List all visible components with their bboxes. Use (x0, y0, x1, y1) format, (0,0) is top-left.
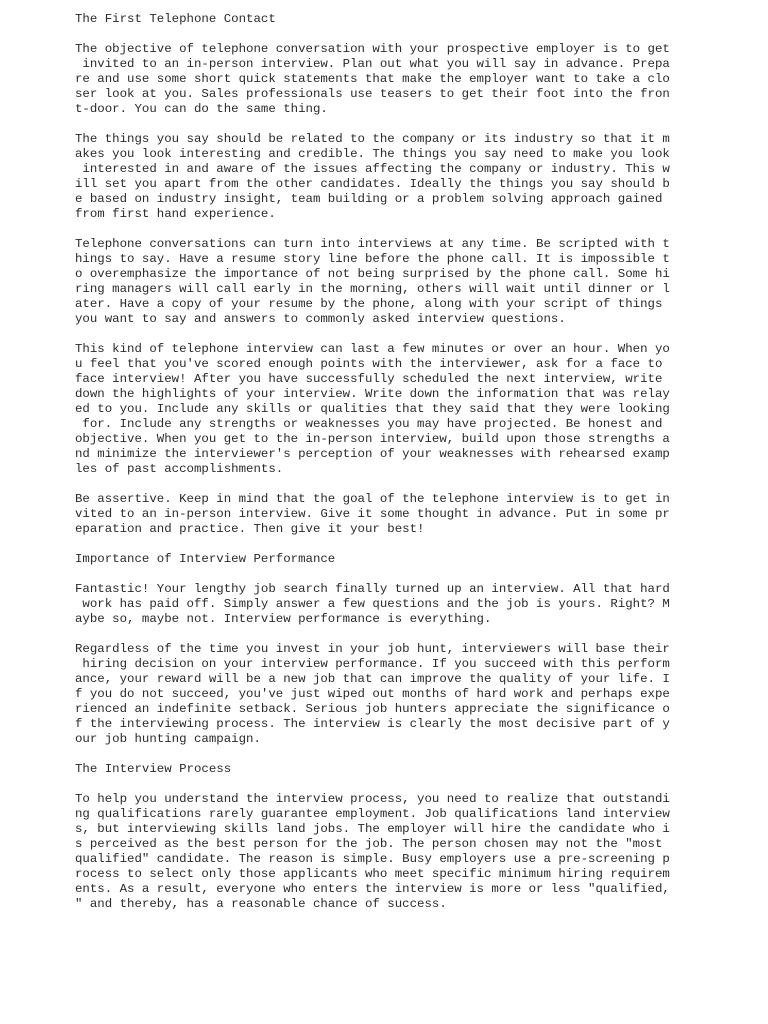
paragraph-spacer (75, 627, 715, 642)
text-line: nd minimize the interviewer's perception of your weaknesses with rehearsed examp (75, 447, 670, 461)
text-line: The First Telephone Contact (75, 12, 276, 26)
text-line: " and thereby, has a reasonable chance of success. (75, 897, 447, 911)
text-line: rocess to select only those applicants who meet specific minimum hiring requirem (75, 867, 670, 881)
text-line: for. Include any strengths or weaknesses you may have projected. Be honest and (75, 417, 663, 431)
paragraph (75, 492, 715, 537)
text-line: our job hunting campaign. (75, 732, 261, 746)
text-line: ents. As a result, everyone who enters the interview is more or less "qualified, (75, 882, 670, 896)
paragraph-spacer (75, 537, 715, 552)
text-line: This kind of telephone interview can last a few minutes or over an hour. When yo (75, 342, 670, 356)
section-heading (75, 12, 715, 27)
text-line: from first hand experience. (75, 207, 276, 221)
paragraph (75, 642, 715, 747)
text-line: o overemphasize the importance of not being surprised by the phone call. Some hi (75, 267, 670, 281)
text-line: ater. Have a copy of your resume by the phone, along with your script of things (75, 297, 663, 311)
text-line: vited to an in-person interview. Give it some thought in advance. Put in some pr (75, 507, 670, 521)
paragraph-spacer (75, 477, 715, 492)
paragraph-spacer (75, 747, 715, 762)
paragraph-spacer (75, 567, 715, 582)
text-line: qualified" candidate. The reason is simple. Busy employers use a pre-screening p (75, 852, 670, 866)
text-line: ed to you. Include any skills or qualities that they said that they were looking (75, 402, 670, 416)
paragraph-spacer (75, 222, 715, 237)
text-line: invited to an in-person interview. Plan out what you will say in advance. Prepa (75, 57, 670, 71)
text-line: les of past accomplishments. (75, 462, 284, 476)
text-line: work has paid off. Simply answer a few questions and the job is yours. Right? M (75, 597, 670, 611)
text-line: t-door. You can do the same thing. (75, 102, 328, 116)
paragraph-spacer (75, 327, 715, 342)
text-line: objective. When you get to the in-person interview, build upon those strengths a (75, 432, 670, 446)
text-line: hings to say. Have a resume story line before the phone call. It is impossible t (75, 252, 670, 266)
text-line: you want to say and answers to commonly asked interview questions. (75, 312, 566, 326)
section-heading (75, 762, 715, 777)
text-line: aybe so, maybe not. Interview performance is everything. (75, 612, 492, 626)
text-line: Telephone conversations can turn into interviews at any time. Be scripted with t (75, 237, 670, 251)
paragraph-spacer (75, 27, 715, 42)
text-line: akes you look interesting and credible. The things you say need to make you look (75, 147, 670, 161)
text-line: hiring decision on your interview performance. If you succeed with this perform (75, 657, 670, 671)
text-line: Fantastic! Your lengthy job search finally turned up an interview. All that hard (75, 582, 670, 596)
paragraph (75, 792, 715, 912)
text-line: interested in and aware of the issues affecting the company or industry. This w (75, 162, 670, 176)
text-line: Be assertive. Keep in mind that the goal of the telephone interview is to get in (75, 492, 670, 506)
text-line: u feel that you've scored enough points with the interviewer, ask for a face to (75, 357, 663, 371)
text-line: Regardless of the time you invest in your job hunt, interviewers will base their (75, 642, 670, 656)
text-line: f the interviewing process. The interview is clearly the most decisive part of y (75, 717, 670, 731)
section-heading (75, 552, 715, 567)
text-line: The Interview Process (75, 762, 232, 776)
text-line: rienced an indefinite setback. Serious job hunters appreciate the significance o (75, 702, 670, 716)
paragraph (75, 582, 715, 627)
paragraph (75, 237, 715, 327)
text-line: down the highlights of your interview. Write down the information that was relay (75, 387, 670, 401)
paragraph (75, 342, 715, 477)
paragraph (75, 132, 715, 222)
text-line: face interview! After you have successfully scheduled the next interview, write (75, 372, 663, 386)
text-line: ance, your reward will be a new job that can improve the quality of your life. I (75, 672, 670, 686)
text-line: re and use some short quick statements that make the employer want to take a clo (75, 72, 670, 86)
text-line: The things you say should be related to the company or its industry so that it m (75, 132, 670, 146)
text-line: f you do not succeed, you've just wiped out months of hard work and perhaps expe (75, 687, 670, 701)
text-line: eparation and practice. Then give it your best! (75, 522, 425, 536)
paragraph-spacer (75, 117, 715, 132)
text-line: ill set you apart from the other candidates. Ideally the things you say should b (75, 177, 670, 191)
paragraph (75, 42, 715, 117)
paragraph-spacer (75, 777, 715, 792)
text-line: s, but interviewing skills land jobs. The employer will hire the candidate who i (75, 822, 670, 836)
document-page (75, 12, 715, 912)
text-line: e based on industry insight, team building or a problem solving approach gained (75, 192, 663, 206)
text-line: To help you understand the interview process, you need to realize that outstandi (75, 792, 670, 806)
document-body (75, 12, 715, 912)
text-line: Importance of Interview Performance (75, 552, 336, 566)
text-line: ring managers will call early in the morning, others will wait until dinner or l (75, 282, 670, 296)
text-line: s perceived as the best person for the job. The person chosen may not the "most (75, 837, 663, 851)
text-line: ser look at you. Sales professionals use teasers to get their foot into the fron (75, 87, 670, 101)
text-line: ng qualifications rarely guarantee employment. Job qualifications land interview (75, 807, 670, 821)
text-line: The objective of telephone conversation with your prospective employer is to get (75, 42, 670, 56)
